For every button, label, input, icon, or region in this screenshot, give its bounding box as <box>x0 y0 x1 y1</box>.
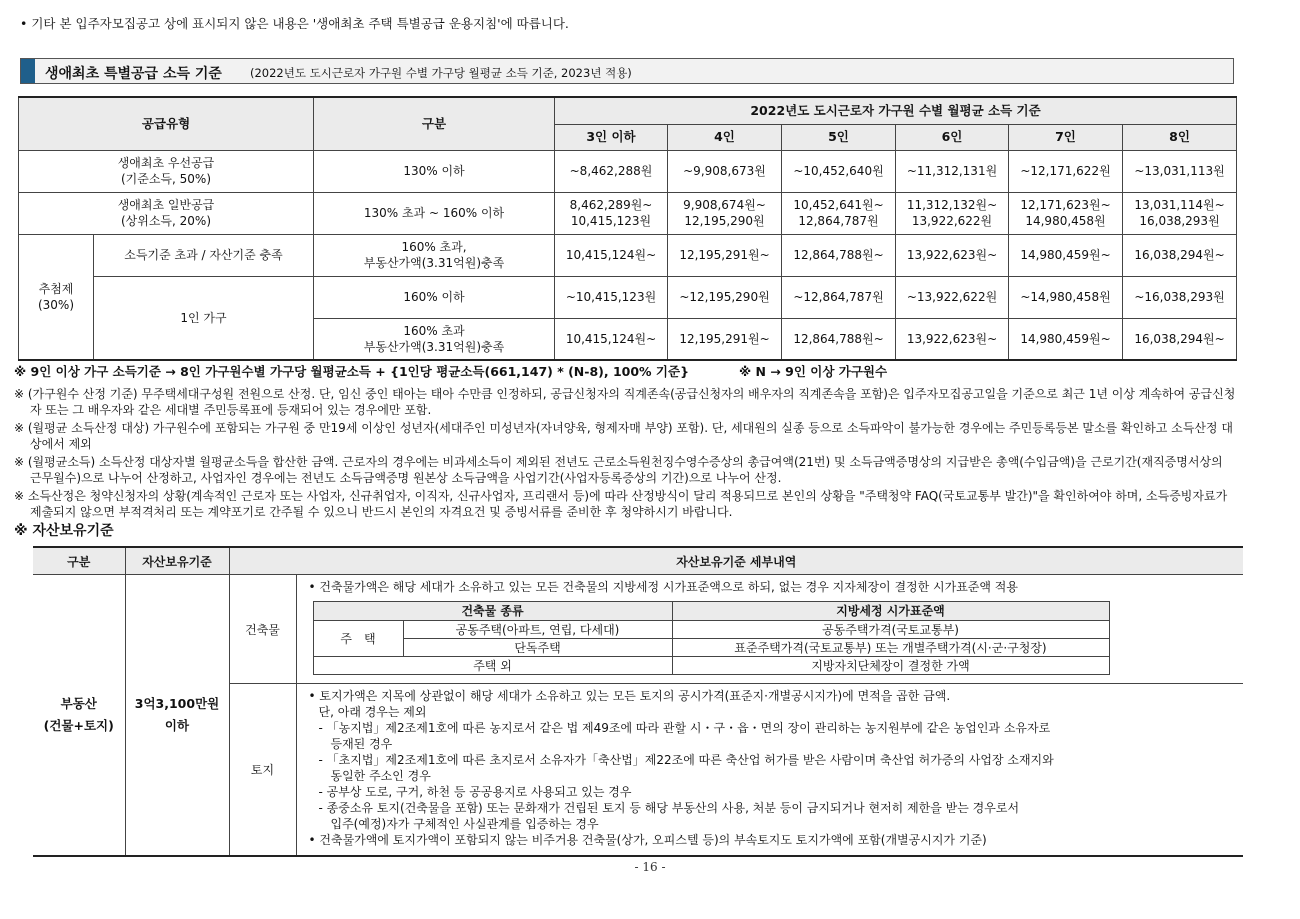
building-value: 지방자치단체장이 결정한 가액 <box>672 657 1109 675</box>
income-notes <box>14 364 1236 522</box>
section-accent-bar <box>21 59 35 83</box>
income-cell: 12,195,291원~ <box>668 234 782 276</box>
income-table <box>18 96 1237 361</box>
note-item: ※ (월평균소득) 소득산정 대상자별 월평균소득을 합산한 금액. 근로자의 경우에는 비과세소득이 제외된 전년도 근로소득원천징수영수증상의 총급여액(21번) 및 소득금액증명상의 지급받은 총액(수입금액)을 근로기간(재직증명서상의 근무월수)으로 나누어 산정하고, 사업자인 경우에는 전년도 소득금액증명 원본상 소득금액을 사업기간(사업자등록증상의 기간)으로 나누어 산정. <box>14 455 1223 485</box>
lottery-label: 추첨제 (30%) <box>19 234 94 360</box>
income-cell: 10,452,641원~ 12,864,787원 <box>782 192 896 234</box>
land-detail <box>296 684 1243 856</box>
land-line: 동일한 주소인 경우 <box>330 769 431 783</box>
income-cell: ~13,031,113원 <box>1123 150 1237 192</box>
header-size: 5인 <box>782 124 896 150</box>
income-cell: 11,312,132원~ 13,922,622원 <box>896 192 1009 234</box>
note-item: ※ 소득산정은 청약신청자의 상황(계속적인 근로자 또는 사업자, 신규취업자, 이직자, 신규사업자, 프리랜서 등)에 따라 산정방식이 달리 적용되므로 본인의 상황을 "주택청약 FAQ(국토교통부 발간)"을 확인하여야 하며, 소득증빙자료가 제출되지 않으면 부적격처리 또는 계약포기로 간주될 수 있으니 반드시 본인의 자격요건 및 증빙서류를 준비한 후 청약하시기 바랍니다. <box>14 489 1228 519</box>
header-size: 6인 <box>896 124 1009 150</box>
section-title: 생애최초 특별공급 소득 기준 <box>45 66 222 82</box>
table-row <box>19 150 1237 192</box>
income-cell: 12,171,623원~ 14,980,458원 <box>1009 192 1123 234</box>
note-item: ※ (월평균 소득산정 대상) 가구원수에 포함되는 가구원 중 만19세 이상인 성년자(세대주인 미성년자(자녀양육, 형제자매 부양) 포함). 단, 세대원의 실종 등으로 소득파악이 불가능한 경우에는 주민등록등본 말소를 확인하고 소득산정 대상에서 제외 <box>14 421 1233 451</box>
income-cell: 9,908,674원~ 12,195,290원 <box>668 192 782 234</box>
building-kind: 공동주택(아파트, 연립, 다세대) <box>403 621 672 639</box>
row-category: 130% 초과 ~ 160% 이하 <box>314 192 555 234</box>
inner-header: 건축물 종류 <box>313 602 672 621</box>
building-label: 건축물 <box>229 575 296 684</box>
building-value: 표준주택가격(국토교통부) 또는 개별주택가격(시·군·구청장) <box>672 639 1109 657</box>
income-cell: ~9,908,673원 <box>668 150 782 192</box>
table-row <box>19 192 1237 234</box>
income-cell: 13,922,623원~ <box>896 234 1009 276</box>
asset-limit: 3억3,100만원 이하 <box>125 575 229 856</box>
header-size: 4인 <box>668 124 782 150</box>
income-cell: 14,980,459원~ <box>1009 318 1123 360</box>
building-desc: • 건축물가액은 해당 세대가 소유하고 있는 모든 건축물의 지방세정 시가표준액으로 하되, 없는 경우 지자체장이 결정한 시가표준액 적용 <box>308 580 1018 594</box>
income-cell: ~10,452,640원 <box>782 150 896 192</box>
income-cell: 14,980,459원~ <box>1009 234 1123 276</box>
lottery-sub-label: 1인 가구 <box>94 276 314 360</box>
income-cell: 13,922,623원~ <box>896 318 1009 360</box>
header-category: 구분 <box>314 97 555 150</box>
building-value-table <box>313 601 1110 675</box>
income-cell: 12,864,788원~ <box>782 234 896 276</box>
asset-header: 자산보유기준 세부내역 <box>229 547 1243 575</box>
row-category: 160% 초과, 부동산가액(3.31억원)충족 <box>314 234 555 276</box>
row-type: 생애최초 일반공급 (상위소득, 20%) <box>19 192 314 234</box>
land-line: - 「초지법」제2조제1호에 따른 초지로서 소유자가「축산법」제22조에 따른 축산업 허가를 받은 사람이며 축산업 허가증의 사업장 소재지와 <box>318 753 1054 767</box>
table-row <box>19 234 1237 276</box>
land-line: 입주(예정)자가 구체적인 사실관계를 입증하는 경우 <box>330 817 599 831</box>
row-type: 생애최초 우선공급 (기준소득, 50%) <box>19 150 314 192</box>
land-line: • 토지가액은 지목에 상관없이 해당 세대가 소유하고 있는 모든 토지의 공시가격(표준지·개별공시지가)에 면적을 곱한 금액. <box>308 689 951 703</box>
building-detail <box>296 575 1243 684</box>
nine-plus-note: ※ 9인 이상 가구 소득기준 → 8인 가구원수별 가구당 월평균소득 + {1인당 평균소득(661,147) * (N-8), 100% 기준} ※ N → 9인 이상 가구원수 <box>14 364 888 379</box>
header-size: 8인 <box>1123 124 1237 150</box>
top-note: • 기타 본 입주자모집공고 상에 표시되지 않은 내용은 '생애최초 주택 특별공급 운용지침'에 따릅니다. <box>20 16 569 31</box>
header-size: 7인 <box>1009 124 1123 150</box>
income-cell: ~14,980,458원 <box>1009 276 1123 318</box>
income-cell: ~16,038,293원 <box>1123 276 1237 318</box>
land-line: - 종중소유 토지(건축물을 포함) 또는 문화재가 건립된 토지 등 해당 부동산의 사용, 처분 등이 금지되거나 현저히 제한을 받는 경우로서 <box>318 801 1020 815</box>
inner-header: 지방세정 시가표준액 <box>672 602 1109 621</box>
land-line: - 공부상 도로, 구거, 하천 등 공공용지로 사용되고 있는 경우 <box>318 785 632 799</box>
row-category: 160% 이하 <box>314 276 555 318</box>
land-line: 등재된 경우 <box>330 737 393 751</box>
asset-table <box>33 546 1243 857</box>
income-cell: 10,415,124원~ <box>555 234 668 276</box>
income-cell: ~8,462,288원 <box>555 150 668 192</box>
asset-section-title: ※ 자산보유기준 <box>14 523 114 539</box>
income-cell: 16,038,294원~ <box>1123 234 1237 276</box>
asset-category: 부동산 (건물+토지) <box>33 575 125 856</box>
income-cell: 10,415,124원~ <box>555 318 668 360</box>
header-income-group: 2022년도 도시근로자 가구원 수별 월평균 소득 기준 <box>555 97 1237 124</box>
table-row <box>19 276 1237 318</box>
housing-label: 주 택 <box>313 621 403 657</box>
note-item: ※ (가구원수 산정 기준) 무주택세대구성원 전원으로 산정. 단, 임신 중인 태아는 태아 수만큼 인정하되, 공급신청자의 직계존속(공급신청자의 배우자의 직계존속을 포함)은 입주자모집공고일을 기준으로 최근 1년 이상 계속하여 공급신청자 또는 그 배우자와 같은 세대별 주민등록표에 등재되어 있는 경우에만 포함. <box>14 387 1236 417</box>
land-line: - 「농지법」제2조제1호에 따른 농지로서 같은 법 제49조에 따라 관할 시・구・읍・면의 장이 관리하는 농지원부에 같은 농업인과 소유자로 <box>318 721 1051 735</box>
lottery-sub-label: 소득기준 초과 / 자산기준 충족 <box>94 234 314 276</box>
income-cell: ~12,171,622원 <box>1009 150 1123 192</box>
row-category: 160% 초과 부동산가액(3.31억원)충족 <box>314 318 555 360</box>
section-title-box <box>20 58 1234 84</box>
land-label: 토지 <box>229 684 296 856</box>
income-cell: ~11,312,131원 <box>896 150 1009 192</box>
asset-header: 구분 <box>33 547 125 575</box>
page-number: - 16 - <box>634 860 666 874</box>
land-line: 단, 아래 경우는 제외 <box>318 705 427 719</box>
header-size: 3인 이하 <box>555 124 668 150</box>
row-category: 130% 이하 <box>314 150 555 192</box>
income-cell: ~10,415,123원 <box>555 276 668 318</box>
building-value: 공동주택가격(국토교통부) <box>672 621 1109 639</box>
income-cell: ~13,922,622원 <box>896 276 1009 318</box>
building-kind: 주택 외 <box>313 657 672 675</box>
income-cell: 16,038,294원~ <box>1123 318 1237 360</box>
building-kind: 단독주택 <box>403 639 672 657</box>
income-cell: 8,462,289원~ 10,415,123원 <box>555 192 668 234</box>
income-cell: 13,031,114원~ 16,038,293원 <box>1123 192 1237 234</box>
income-cell: ~12,864,787원 <box>782 276 896 318</box>
income-cell: 12,864,788원~ <box>782 318 896 360</box>
income-cell: ~12,195,290원 <box>668 276 782 318</box>
land-line: • 건축물가액에 토지가액이 포함되지 않는 비주거용 건축물(상가, 오피스텔 등)의 부속토지도 토지가액에 포함(개별공시지가 기준) <box>308 833 987 847</box>
header-type: 공급유형 <box>19 97 314 150</box>
section-subtitle: (2022년도 도시근로자 가구원 수별 가구당 월평균 소득 기준, 2023년 적용) <box>250 66 632 80</box>
income-cell: 12,195,291원~ <box>668 318 782 360</box>
asset-header: 자산보유기준 <box>125 547 229 575</box>
